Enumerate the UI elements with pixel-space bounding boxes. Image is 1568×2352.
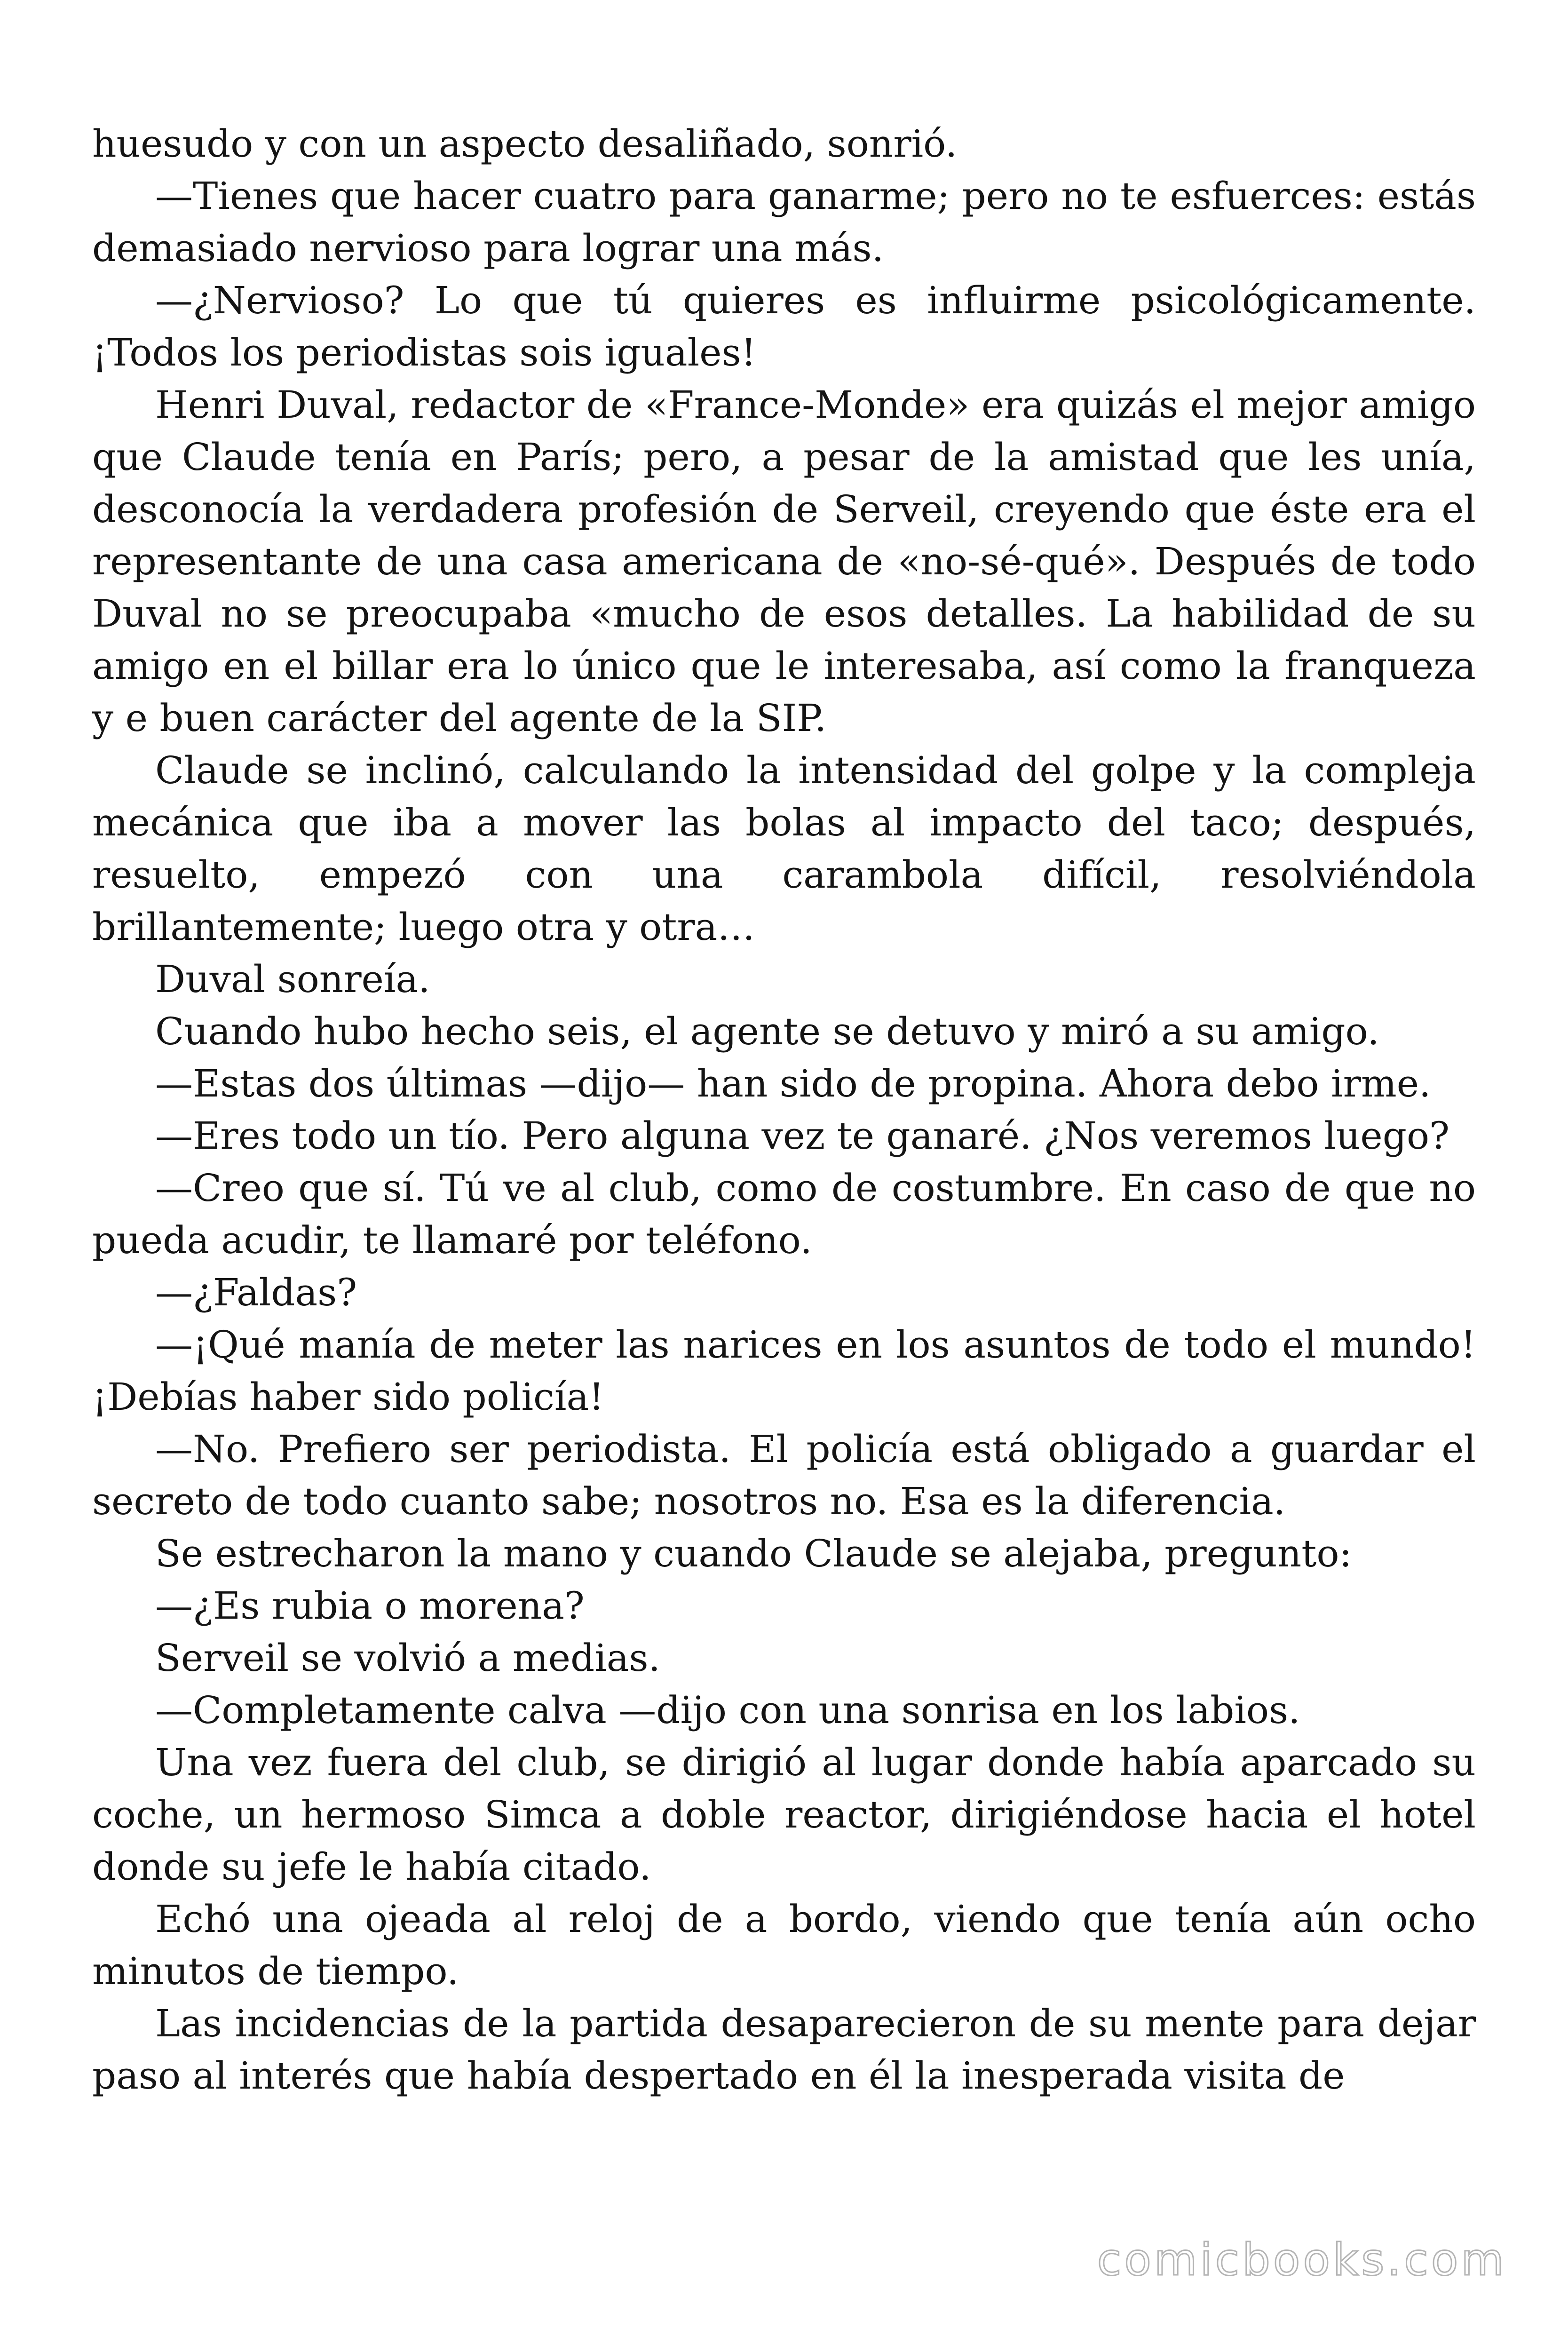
paragraph: Las incidencias de la partida desaparecieron de su mente para dejar paso al interés que había despertado en él la inesperada visita de <box>92 2002 1476 2098</box>
paragraph: Una vez fuera del club, se dirigió al lugar donde había aparcado su coche, un hermoso Simca a doble reactor, dirigiéndose hacia el hotel donde su jefe le había citado. <box>92 1740 1476 1889</box>
paragraph: Serveil se volvió a medias. <box>155 1636 660 1680</box>
page-body <box>92 118 1476 2102</box>
paragraph: —¿Faldas? <box>155 1271 357 1314</box>
paragraph: —Creo que sí. Tú ve al club, como de costumbre. En caso de que no pueda acudir, te llamaré por teléfono. <box>92 1166 1476 1262</box>
paragraph: huesudo y con un aspecto desaliñado, sonrió. <box>92 122 958 166</box>
paragraph: —Completamente calva —dijo con una sonrisa en los labios. <box>155 1688 1300 1732</box>
paragraph: Cuando hubo hecho seis, el agente se detuvo y miró a su amigo. <box>155 1009 1379 1053</box>
paragraph: —Tienes que hacer cuatro para ganarme; pero no te esfuerces: estás demasiado nervioso para lograr una más. <box>92 174 1476 270</box>
paragraph: —¿Es rubia o morena? <box>155 1584 585 1628</box>
paragraph: —Estas dos últimas —dijo— han sido de propina. Ahora debo irme. <box>155 1062 1431 1105</box>
paragraph: Echó una ojeada al reloj de a bordo, viendo que tenía aún ocho minutos de tiempo. <box>92 1897 1476 1993</box>
paragraph: Se estrecharon la mano y cuando Claude se alejaba, pregunto: <box>155 1532 1352 1575</box>
paragraph: —¡Qué manía de meter las narices en los asuntos de todo el mundo! ¡Debías haber sido policía! <box>92 1323 1476 1419</box>
watermark: comicbooks.com <box>1097 2234 1507 2286</box>
paragraph: —Eres todo un tío. Pero alguna vez te ganaré. ¿Nos veremos luego? <box>155 1114 1449 1158</box>
paragraph: —No. Prefiero ser periodista. El policía está obligado a guardar el secreto de todo cuanto sabe; nosotros no. Esa es la diferencia. <box>92 1427 1476 1523</box>
paragraph: Henri Duval, redactor de «France-Monde» era quizás el mejor amigo que Claude tenía en París; pero, a pesar de la amistad que les unía, desconocía la verdadera profesión de Serveil, creyendo que éste era el representante de una casa americana de «no-sé-qué». Después de todo Duval no se preocupaba «mucho de esos detalles. La habilidad de su amigo en el billar era lo único que le interesaba, así como la franqueza y e buen carácter del agente de la SIP. <box>92 383 1476 740</box>
paragraph: Claude se inclinó, calculando la intensidad del golpe y la compleja mecánica que iba a mover las bolas al impacto del taco; después, resuelto, empezó con una carambola difícil, resolviéndola brillantemente; luego otra y otra… <box>92 748 1476 949</box>
paragraph: Duval sonreía. <box>155 957 430 1001</box>
paragraph: —¿Nervioso? Lo que tú quieres es influirme psicológicamente. ¡Todos los periodistas sois iguales! <box>92 278 1476 374</box>
